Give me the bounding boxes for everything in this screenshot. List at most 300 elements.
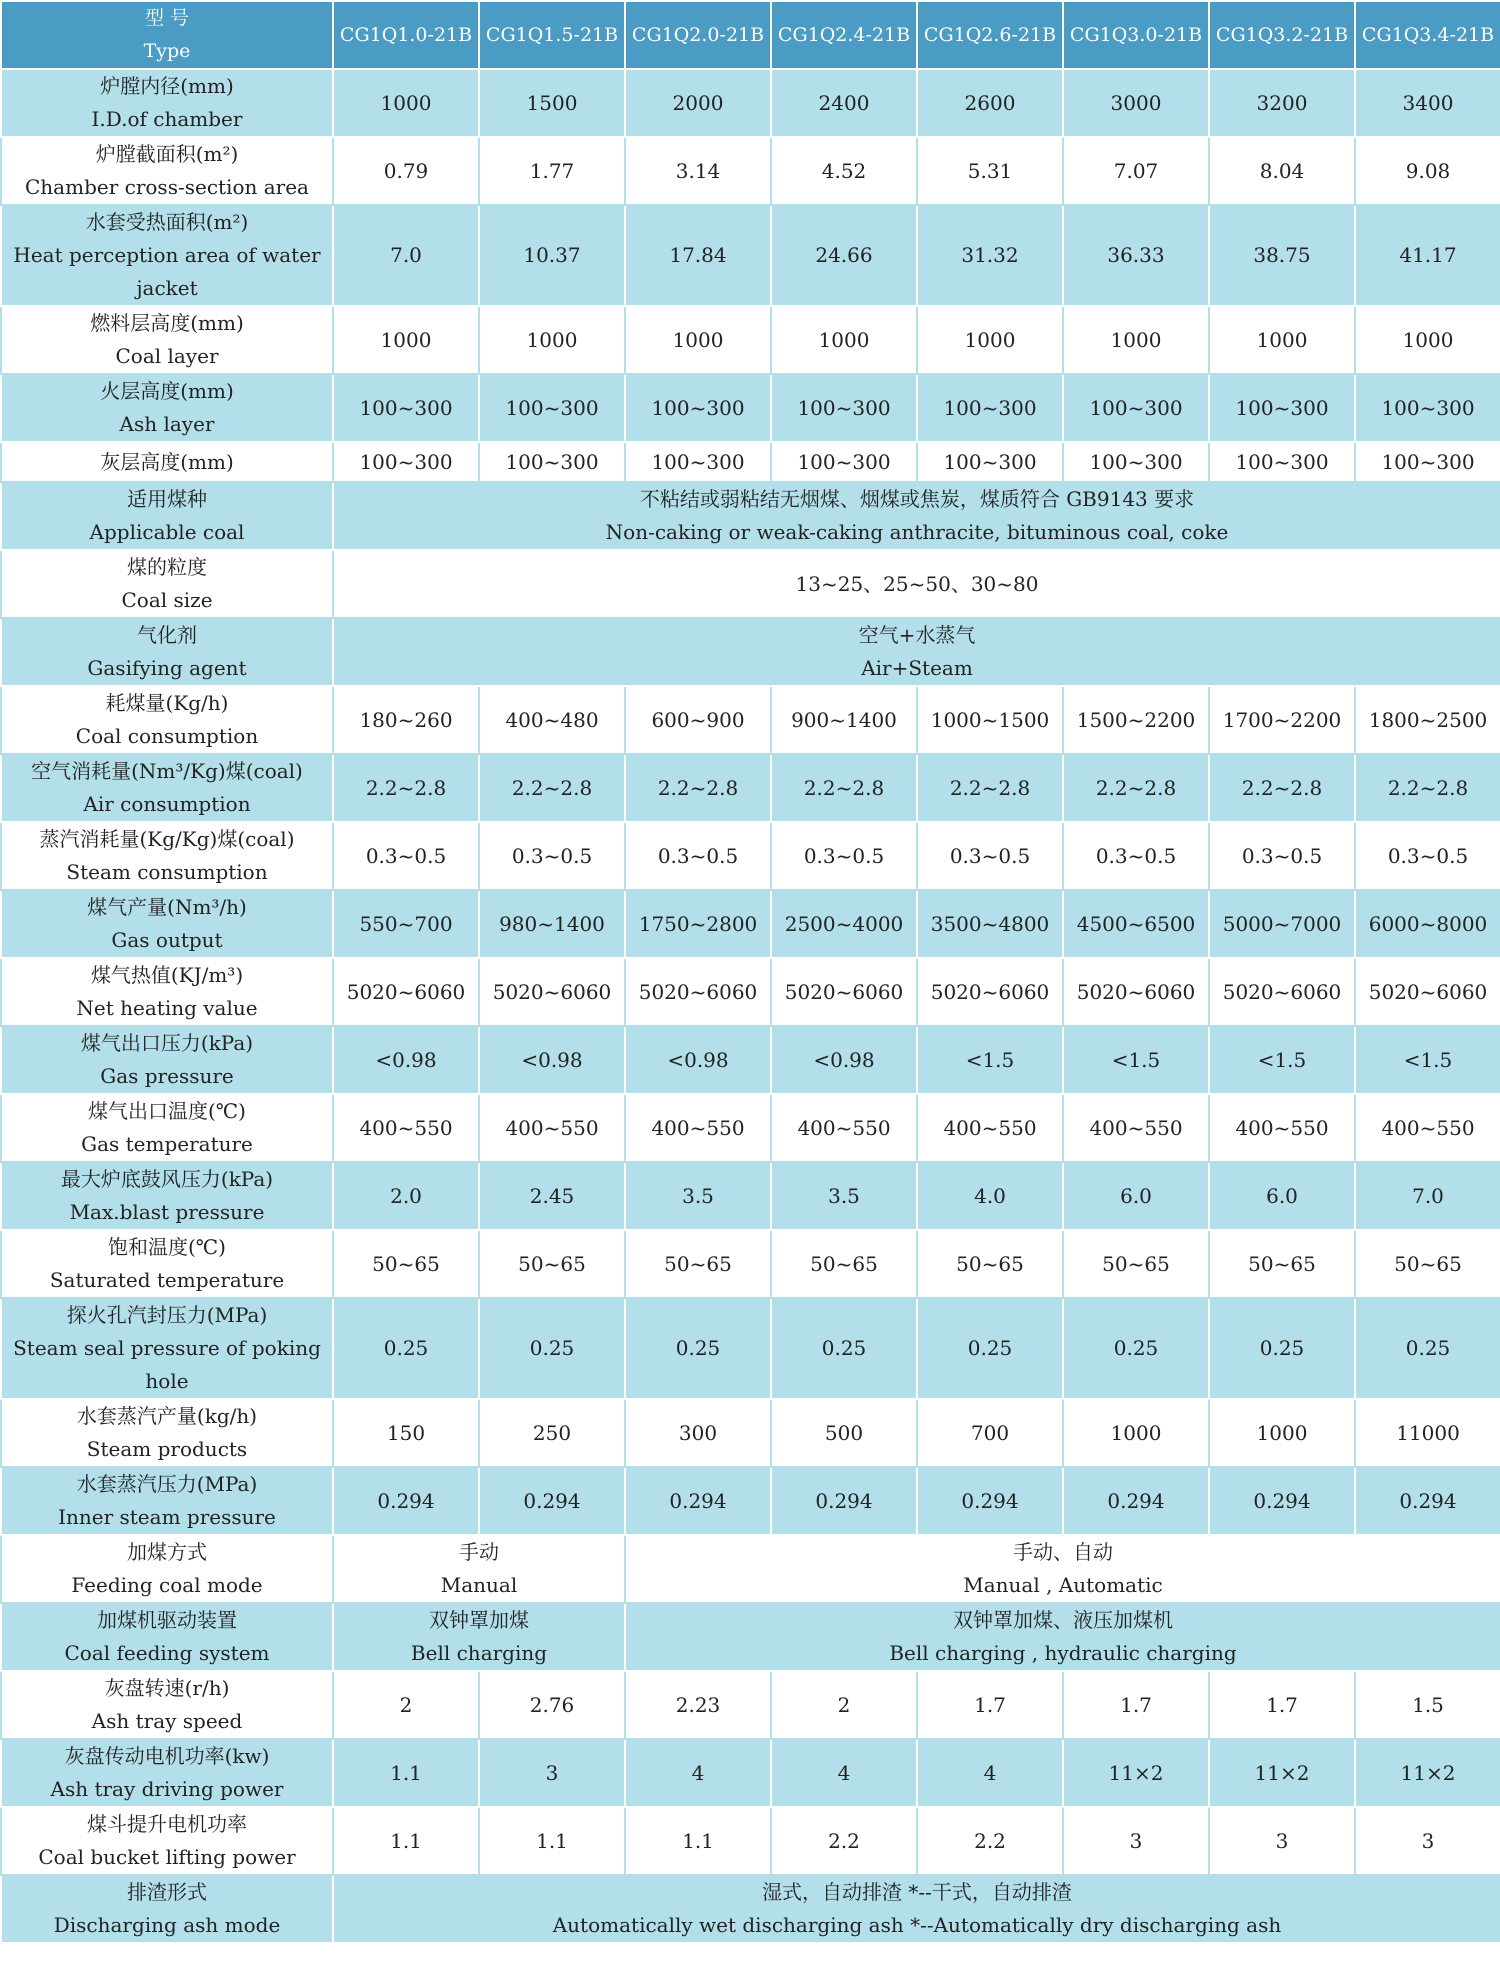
value-cell: 50~65 <box>917 1230 1063 1298</box>
row-label-cell <box>1 550 333 618</box>
value-cell: 1000 <box>333 69 479 137</box>
value-cell: 0.25 <box>1063 1298 1209 1399</box>
row-label-cell <box>1 1671 333 1739</box>
row-label-cell <box>1 1603 333 1671</box>
cell-zh: 加煤方式 <box>127 1540 207 1564</box>
value-cell: 400~550 <box>1063 1094 1209 1162</box>
value-cell: 5020~6060 <box>917 958 1063 1026</box>
value-cell: 7.0 <box>1355 1162 1500 1230</box>
value-cell: <1.5 <box>917 1026 1063 1094</box>
value-cell: 100~300 <box>1063 374 1209 442</box>
table-row <box>1 1807 1500 1875</box>
table-row <box>1 1026 1500 1094</box>
value-cell: 100~300 <box>771 374 917 442</box>
value-cell: 100~300 <box>771 442 917 482</box>
table-row <box>1 1399 1500 1467</box>
value-cell: 300 <box>625 1399 771 1467</box>
row-label-cell <box>1 442 333 482</box>
value-cell: 3.5 <box>771 1162 917 1230</box>
row-label-cell <box>1 618 333 686</box>
model-header: CG1Q3.2-21B <box>1209 1 1355 69</box>
value-cell: 150 <box>333 1399 479 1467</box>
cell-en: Gas output <box>111 928 223 952</box>
cell-en: Ash layer <box>119 412 215 436</box>
row-label-cell <box>1 890 333 958</box>
value-cell: 2.2~2.8 <box>917 754 1063 822</box>
value-cell: <1.5 <box>1063 1026 1209 1094</box>
cell-en: Gas pressure <box>100 1064 234 1088</box>
value-cell: 1.77 <box>479 137 625 205</box>
cell-en: Air consumption <box>83 792 251 816</box>
cell-zh: 炉膛内径(mm) <box>100 74 234 98</box>
value-cell: 100~300 <box>479 374 625 442</box>
cell-zh: 灰层高度(mm) <box>100 449 234 474</box>
value-cell: 2.2~2.8 <box>1209 754 1355 822</box>
value-cell: 4.52 <box>771 137 917 205</box>
value-cell: 400~550 <box>479 1094 625 1162</box>
value-cell: 36.33 <box>1063 205 1209 306</box>
cell-en: Steam consumption <box>66 860 268 884</box>
value-cell: 980~1400 <box>479 890 625 958</box>
value-cell: 400~480 <box>479 686 625 754</box>
value-cell: 50~65 <box>625 1230 771 1298</box>
value-cell: 0.294 <box>917 1467 1063 1535</box>
value-cell: 0.25 <box>771 1298 917 1399</box>
cell-zh: 灰盘传动电机功率(kw) <box>64 1744 270 1768</box>
model-header: CG1Q1.5-21B <box>479 1 625 69</box>
value-cell: 2000 <box>625 69 771 137</box>
cell-en: Non-caking or weak-caking anthracite, bituminous coal, coke <box>605 520 1229 544</box>
merged-value-cell <box>333 1875 1500 1943</box>
value-cell: 1000 <box>625 306 771 374</box>
table-row <box>1 374 1500 442</box>
value-cell: 5020~6060 <box>333 958 479 1026</box>
value-cell: 100~300 <box>1209 374 1355 442</box>
cell-zh: 煤气出口温度(℃) <box>88 1099 246 1123</box>
value-cell: 50~65 <box>1355 1230 1500 1298</box>
value-cell: 0.3~0.5 <box>1355 822 1500 890</box>
value-cell: 0.3~0.5 <box>479 822 625 890</box>
cell-zh: 煤气产量(Nm³/h) <box>87 895 247 919</box>
value-cell: 6000~8000 <box>1355 890 1500 958</box>
value-cell: 0.25 <box>625 1298 771 1399</box>
cell-zh: 煤斗提升电机功率 <box>87 1812 247 1836</box>
value-cell: 50~65 <box>333 1230 479 1298</box>
table-row <box>1 822 1500 890</box>
value-cell: 5.31 <box>917 137 1063 205</box>
model-header: CG1Q2.4-21B <box>771 1 917 69</box>
value-cell: 180~260 <box>333 686 479 754</box>
value-cell: 0.79 <box>333 137 479 205</box>
value-cell: 100~300 <box>917 442 1063 482</box>
row-label-cell <box>1 1094 333 1162</box>
table-row <box>1 958 1500 1026</box>
value-cell: 2.2~2.8 <box>771 754 917 822</box>
cell-zh: 水套受热面积(m²) <box>85 210 249 234</box>
value-cell: 1000 <box>1063 306 1209 374</box>
cell-en: Coal bucket lifting power <box>38 1845 296 1869</box>
cell-zh: 手动、自动 <box>1013 1540 1113 1564</box>
value-cell: <0.98 <box>479 1026 625 1094</box>
cell-en: Saturated temperature <box>49 1268 285 1292</box>
value-cell: 400~550 <box>625 1094 771 1162</box>
value-cell: 7.0 <box>333 205 479 306</box>
value-cell: 1.7 <box>917 1671 1063 1739</box>
value-cell: 4500~6500 <box>1063 890 1209 958</box>
value-cell: 0.294 <box>1209 1467 1355 1535</box>
cell-en: Air+Steam <box>861 656 973 680</box>
cell-zh: 排渣形式 <box>127 1880 207 1904</box>
value-cell: 400~550 <box>333 1094 479 1162</box>
value-cell: 1.1 <box>479 1807 625 1875</box>
value-cell: 400~550 <box>917 1094 1063 1162</box>
cell-zh: 煤气热值(KJ/m³) <box>90 963 244 987</box>
table-row <box>1 550 1500 618</box>
value-cell: 1000~1500 <box>917 686 1063 754</box>
cell-zh: 火层高度(mm) <box>100 379 234 403</box>
value-cell: 0.294 <box>771 1467 917 1535</box>
cell-en: Coal size <box>121 588 213 612</box>
value-cell: 10.37 <box>479 205 625 306</box>
table-row <box>1 1298 1500 1399</box>
value-cell: 0.294 <box>625 1467 771 1535</box>
value-cell: 1500~2200 <box>1063 686 1209 754</box>
value-cell: 0.294 <box>1355 1467 1500 1535</box>
cell-zh: 燃料层高度(mm) <box>90 311 244 335</box>
value-cell: 2.45 <box>479 1162 625 1230</box>
split-value-cell <box>333 1535 625 1603</box>
value-cell: 0.25 <box>917 1298 1063 1399</box>
value-cell: 7.07 <box>1063 137 1209 205</box>
value-cell: 9.08 <box>1355 137 1500 205</box>
value-cell: 3 <box>1063 1807 1209 1875</box>
value-cell: 1000 <box>771 306 917 374</box>
value-cell: 1700~2200 <box>1209 686 1355 754</box>
value-cell: 5020~6060 <box>1355 958 1500 1026</box>
cell-zh: 13~25、25~50、30~80 <box>795 571 1039 596</box>
cell-zh: 气化剂 <box>137 623 197 647</box>
row-label-cell <box>1 822 333 890</box>
header-label-cell <box>1 1 333 69</box>
model-header: CG1Q1.0-21B <box>333 1 479 69</box>
value-cell: 5020~6060 <box>1209 958 1355 1026</box>
value-cell: 1000 <box>1063 1399 1209 1467</box>
cell-en: Steam products <box>86 1437 248 1461</box>
cell-en: Bell charging , hydraulic charging <box>889 1641 1237 1665</box>
row-label-cell <box>1 374 333 442</box>
value-cell: 1500 <box>479 69 625 137</box>
cell-zh: 双钟罩加煤 <box>429 1608 529 1632</box>
value-cell: 250 <box>479 1399 625 1467</box>
cell-en: Gas temperature <box>81 1132 253 1156</box>
value-cell: 11×2 <box>1355 1739 1500 1807</box>
value-cell: <0.98 <box>333 1026 479 1094</box>
value-cell: 4.0 <box>917 1162 1063 1230</box>
value-cell: 11000 <box>1355 1399 1500 1467</box>
value-cell: 0.3~0.5 <box>625 822 771 890</box>
cell-zh: 耗煤量(Kg/h) <box>105 691 229 715</box>
table-row <box>1 890 1500 958</box>
value-cell: 1750~2800 <box>625 890 771 958</box>
value-cell: 2.23 <box>625 1671 771 1739</box>
cell-zh: 灰盘转速(r/h) <box>104 1676 230 1700</box>
cell-en: Feeding coal mode <box>71 1573 263 1597</box>
value-cell: 38.75 <box>1209 205 1355 306</box>
cell-en: Manual <box>440 1573 518 1597</box>
table-row <box>1 1603 1500 1671</box>
table-row <box>1 1875 1500 1943</box>
cell-en: Ash tray driving power <box>50 1777 284 1801</box>
model-header: CG1Q2.6-21B <box>917 1 1063 69</box>
split-value-cell <box>625 1535 1500 1603</box>
cell-en: Coal layer <box>115 344 219 368</box>
value-cell: 17.84 <box>625 205 771 306</box>
value-cell: 50~65 <box>479 1230 625 1298</box>
cell-zh: 煤的粒度 <box>127 555 207 579</box>
value-cell: 4 <box>917 1739 1063 1807</box>
cell-en: Gasifying agent <box>87 656 247 680</box>
value-cell: 100~300 <box>917 374 1063 442</box>
value-cell: 0.25 <box>1209 1298 1355 1399</box>
cell-zh: 不粘结或弱粘结无烟煤、烟煤或焦炭，煤质符合 GB9143 要求 <box>639 487 1195 511</box>
table-row <box>1 205 1500 306</box>
model-header: CG1Q3.4-21B <box>1355 1 1500 69</box>
value-cell: 0.3~0.5 <box>917 822 1063 890</box>
row-label-cell <box>1 1230 333 1298</box>
value-cell: 100~300 <box>625 374 771 442</box>
value-cell: 2 <box>333 1671 479 1739</box>
value-cell: 100~300 <box>333 442 479 482</box>
value-cell: 1.1 <box>333 1807 479 1875</box>
cell-en: Bell charging <box>410 1641 548 1665</box>
value-cell: 0.25 <box>1355 1298 1500 1399</box>
value-cell: 100~300 <box>479 442 625 482</box>
value-cell: 0.3~0.5 <box>1209 822 1355 890</box>
cell-en: Coal feeding system <box>64 1641 270 1665</box>
value-cell: 3.5 <box>625 1162 771 1230</box>
value-cell: 2.2~2.8 <box>479 754 625 822</box>
table-row <box>1 1094 1500 1162</box>
cell-en: Heat perception area of water jacket <box>13 243 321 300</box>
cell-zh: 空气消耗量(Nm³/Kg)煤(coal) <box>31 759 303 783</box>
cell-zh: 适用煤种 <box>127 487 207 511</box>
value-cell: 400~550 <box>1209 1094 1355 1162</box>
value-cell: 2 <box>771 1671 917 1739</box>
cell-zh: 水套蒸汽产量(kg/h) <box>76 1404 258 1428</box>
value-cell: <1.5 <box>1209 1026 1355 1094</box>
value-cell: 5020~6060 <box>771 958 917 1026</box>
row-label-cell <box>1 1807 333 1875</box>
value-cell: 2.2~2.8 <box>625 754 771 822</box>
value-cell: 100~300 <box>625 442 771 482</box>
table-row <box>1 1671 1500 1739</box>
row-label-cell <box>1 686 333 754</box>
cell-zh: 饱和温度(℃) <box>108 1235 226 1259</box>
value-cell: 11×2 <box>1209 1739 1355 1807</box>
table-row <box>1 137 1500 205</box>
cell-zh: 最大炉底鼓风压力(kPa) <box>60 1167 274 1191</box>
value-cell: 1000 <box>1209 1399 1355 1467</box>
value-cell: 1.5 <box>1355 1671 1500 1739</box>
table-row <box>1 1467 1500 1535</box>
value-cell: 400~550 <box>771 1094 917 1162</box>
split-value-cell <box>625 1603 1500 1671</box>
cell-en: Net heating value <box>76 996 258 1020</box>
cell-en: Manual , Automatic <box>963 1573 1163 1597</box>
value-cell: 1000 <box>1355 306 1500 374</box>
cell-zh: 湿式，自动排渣 *--干式，自动排渣 <box>762 1880 1072 1904</box>
value-cell: 2600 <box>917 69 1063 137</box>
row-label-cell <box>1 1467 333 1535</box>
value-cell: <0.98 <box>771 1026 917 1094</box>
value-cell: 0.25 <box>479 1298 625 1399</box>
value-cell: 100~300 <box>1355 374 1500 442</box>
value-cell: 2.2 <box>917 1807 1063 1875</box>
value-cell: 900~1400 <box>771 686 917 754</box>
value-cell: 1.1 <box>333 1739 479 1807</box>
cell-zh: 手动 <box>459 1540 499 1564</box>
value-cell: <0.98 <box>625 1026 771 1094</box>
value-cell: <1.5 <box>1355 1026 1500 1094</box>
model-header: CG1Q2.0-21B <box>625 1 771 69</box>
split-value-cell <box>333 1603 625 1671</box>
merged-value-cell <box>333 550 1500 618</box>
cell-zh: 煤气出口压力(kPa) <box>80 1031 254 1055</box>
table-row <box>1 306 1500 374</box>
cell-zh: 探火孔汽封压力(MPa) <box>66 1303 268 1327</box>
row-label-cell <box>1 1298 333 1399</box>
row-label-cell <box>1 1162 333 1230</box>
value-cell: 400~550 <box>1355 1094 1500 1162</box>
table-row <box>1 1535 1500 1603</box>
value-cell: 2.76 <box>479 1671 625 1739</box>
model-header: CG1Q3.0-21B <box>1063 1 1209 69</box>
value-cell: 500 <box>771 1399 917 1467</box>
value-cell: 100~300 <box>333 374 479 442</box>
table-row <box>1 618 1500 686</box>
value-cell: 4 <box>771 1739 917 1807</box>
value-cell: 700 <box>917 1399 1063 1467</box>
value-cell: 2.2~2.8 <box>1355 754 1500 822</box>
row-label-cell <box>1 754 333 822</box>
cell-zh: 加煤机驱动装置 <box>97 1608 237 1632</box>
spec-table-body <box>1 1 1500 1943</box>
value-cell: 50~65 <box>1063 1230 1209 1298</box>
value-cell: 2.2 <box>771 1807 917 1875</box>
table-row <box>1 442 1500 482</box>
cell-zh: 炉膛截面积(m²) <box>95 142 239 166</box>
value-cell: 2.2~2.8 <box>1063 754 1209 822</box>
cell-zh: 空气+水蒸气 <box>858 623 976 647</box>
value-cell: 3500~4800 <box>917 890 1063 958</box>
value-cell: 8.04 <box>1209 137 1355 205</box>
cell-en: Discharging ash mode <box>53 1913 281 1937</box>
value-cell: 1800~2500 <box>1355 686 1500 754</box>
row-label-cell <box>1 1535 333 1603</box>
value-cell: 2.0 <box>333 1162 479 1230</box>
value-cell: 600~900 <box>625 686 771 754</box>
value-cell: 24.66 <box>771 205 917 306</box>
table-row <box>1 1162 1500 1230</box>
value-cell: 1.7 <box>1209 1671 1355 1739</box>
cell-zh: 蒸汽消耗量(Kg/Kg)煤(coal) <box>39 827 295 851</box>
cell-en: Coal consumption <box>75 724 259 748</box>
row-label-cell <box>1 958 333 1026</box>
cell-zh: 水套蒸汽压力(MPa) <box>76 1472 258 1496</box>
row-label-cell <box>1 482 333 550</box>
row-label-cell <box>1 205 333 306</box>
cell-en: Chamber cross-section area <box>25 175 309 199</box>
value-cell: 5020~6060 <box>479 958 625 1026</box>
value-cell: 1.7 <box>1063 1671 1209 1739</box>
value-cell: 1000 <box>479 306 625 374</box>
value-cell: 41.17 <box>1355 205 1500 306</box>
table-row <box>1 686 1500 754</box>
cell-zh: 双钟罩加煤、液压加煤机 <box>953 1608 1173 1632</box>
table-row <box>1 482 1500 550</box>
row-label-cell <box>1 1875 333 1943</box>
value-cell: 2500~4000 <box>771 890 917 958</box>
table-row <box>1 1230 1500 1298</box>
value-cell: 31.32 <box>917 205 1063 306</box>
value-cell: 5020~6060 <box>625 958 771 1026</box>
value-cell: 0.294 <box>1063 1467 1209 1535</box>
value-cell: 3200 <box>1209 69 1355 137</box>
value-cell: 3 <box>1209 1807 1355 1875</box>
value-cell: 2.2~2.8 <box>333 754 479 822</box>
header-label-zh: 型 号 <box>144 7 190 29</box>
row-label-cell <box>1 1026 333 1094</box>
cell-en: I.D.of chamber <box>91 107 243 131</box>
row-label-cell <box>1 137 333 205</box>
value-cell: 550~700 <box>333 890 479 958</box>
value-cell: 0.294 <box>333 1467 479 1535</box>
value-cell: 50~65 <box>771 1230 917 1298</box>
cell-en: Inner steam pressure <box>58 1505 276 1529</box>
value-cell: 50~65 <box>1209 1230 1355 1298</box>
row-label-cell <box>1 1739 333 1807</box>
cell-en: Steam seal pressure of poking hole <box>13 1336 321 1393</box>
value-cell: 100~300 <box>1209 442 1355 482</box>
cell-en: Max.blast pressure <box>69 1200 265 1224</box>
value-cell: 0.25 <box>333 1298 479 1399</box>
value-cell: 11×2 <box>1063 1739 1209 1807</box>
value-cell: 1.1 <box>625 1807 771 1875</box>
table-row <box>1 69 1500 137</box>
row-label-cell <box>1 306 333 374</box>
value-cell: 6.0 <box>1063 1162 1209 1230</box>
header-row <box>1 1 1500 69</box>
merged-value-cell <box>333 482 1500 550</box>
row-label-cell <box>1 1399 333 1467</box>
cell-en: Automatically wet discharging ash *--Automatically dry discharging ash <box>552 1913 1282 1937</box>
value-cell: 2400 <box>771 69 917 137</box>
header-label-en: Type <box>143 40 191 62</box>
value-cell: 4 <box>625 1739 771 1807</box>
value-cell: 1000 <box>333 306 479 374</box>
value-cell: 6.0 <box>1209 1162 1355 1230</box>
cell-en: Ash tray speed <box>91 1709 243 1733</box>
value-cell: 100~300 <box>1355 442 1500 482</box>
value-cell: 5000~7000 <box>1209 890 1355 958</box>
value-cell: 0.3~0.5 <box>771 822 917 890</box>
row-label-cell <box>1 69 333 137</box>
value-cell: 1000 <box>917 306 1063 374</box>
value-cell: 3400 <box>1355 69 1500 137</box>
value-cell: 3 <box>479 1739 625 1807</box>
value-cell: 3.14 <box>625 137 771 205</box>
table-row <box>1 754 1500 822</box>
